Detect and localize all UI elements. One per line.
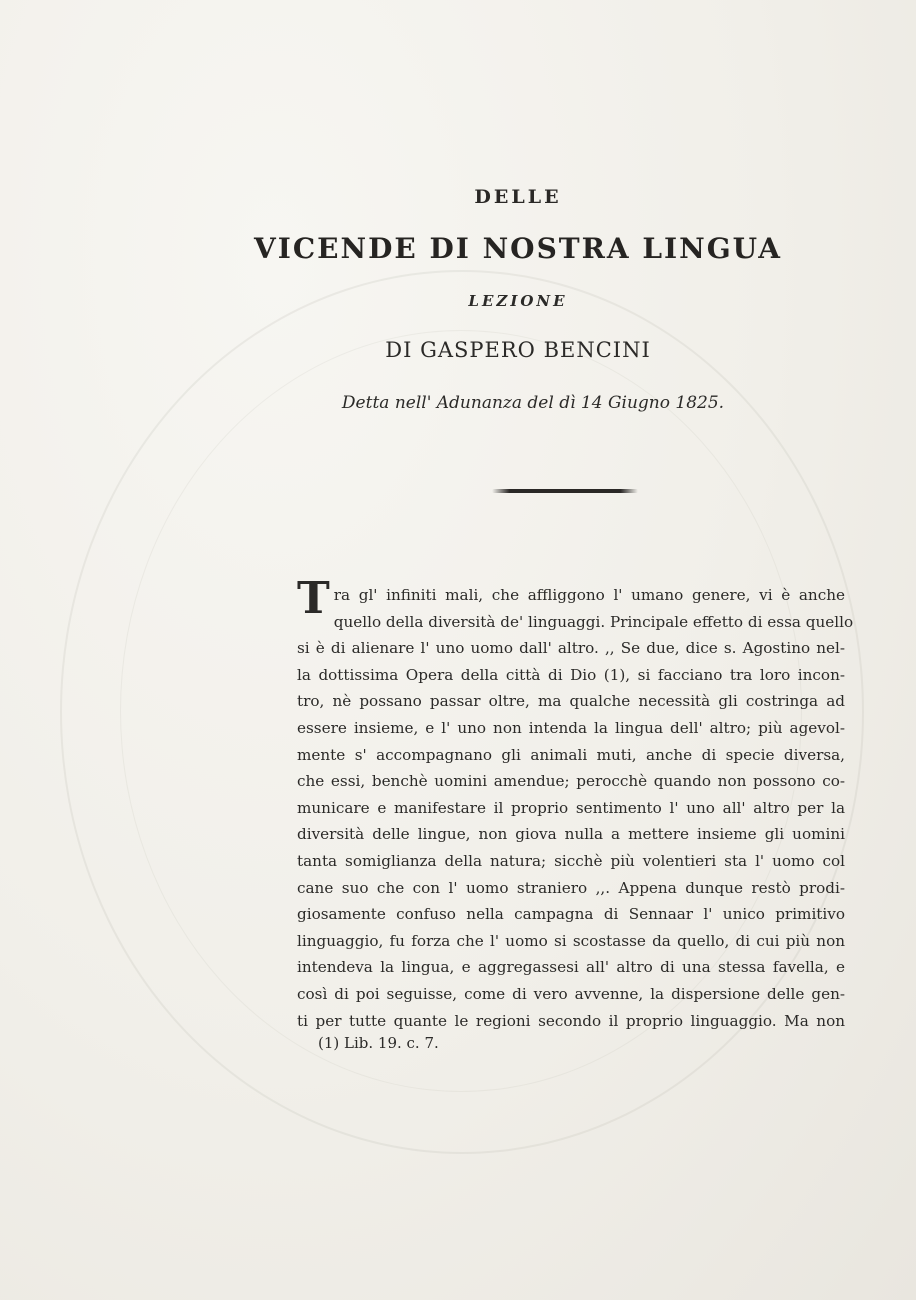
heading-author: DI GASPERO BENCINI xyxy=(385,338,651,362)
body-line: si è di alienare l' uno uomo dall' altro. ,, Se due, dice s. Agostino nel- xyxy=(297,639,845,658)
body-line: così di poi seguisse, come di vero avvenne, la dispersione delle gen- xyxy=(297,984,845,1003)
body-line: ra gl' infiniti mali, che affliggono l' umano genere, vi è anche xyxy=(333,586,845,604)
body-line: quello della diversità de' linguaggi. Principale effetto di essa quello xyxy=(333,612,854,631)
body-line: mente s' accompagnano gli animali muti, anche di specie diversa, xyxy=(297,745,845,764)
section-rule xyxy=(492,489,638,493)
body-line: intendeva la lingua, e aggregassesi all' altro di una stessa favella, e xyxy=(297,958,845,977)
body-text xyxy=(297,573,854,1034)
heading-occasion: Detta nell' Adunanza del dì 14 Giugno 1825. xyxy=(341,393,725,413)
body-line: che essi, benchè uomini amendue; perocchè quando non possono co- xyxy=(297,772,845,791)
body-line: la dottissima Opera della città di Dio (1), si facciano tra loro incon- xyxy=(297,665,845,684)
body-line: essere insieme, e l' uno non intenda la lingua dell' altro; più agevol- xyxy=(297,718,845,737)
heading-subtitle: LEZIONE xyxy=(468,292,568,310)
body-line: giosamente confuso nella campagna di Sennaar l' unico primitivo xyxy=(297,905,845,924)
heading-title: VICENDE DI NOSTRA LINGUA xyxy=(254,232,782,265)
body-line: diversità delle lingue, non giova nulla a mettere insieme gli uomini xyxy=(297,825,845,844)
footnote: (1) Lib. 19. c. 7. xyxy=(318,1034,439,1052)
heading-delle: DELLE xyxy=(474,186,562,208)
body-line: tro, nè possano passar oltre, ma qualche necessità gli costringa ad xyxy=(297,692,845,711)
body-line: linguaggio, fu forza che l' uomo si scostasse da quello, di cui più non xyxy=(297,931,845,950)
body-line: municare e manifestare il proprio sentimento l' uno all' altro per la xyxy=(297,798,845,817)
dropcap: T xyxy=(297,573,330,624)
body-line: ti per tutte quante le regioni secondo il proprio linguaggio. Ma non xyxy=(297,1011,845,1030)
body-line: cane suo che con l' uomo straniero ,,. Appena dunque restò prodi- xyxy=(297,878,845,897)
body-line: tanta somiglianza della natura; sicchè più volentieri sta l' uomo col xyxy=(297,851,845,870)
